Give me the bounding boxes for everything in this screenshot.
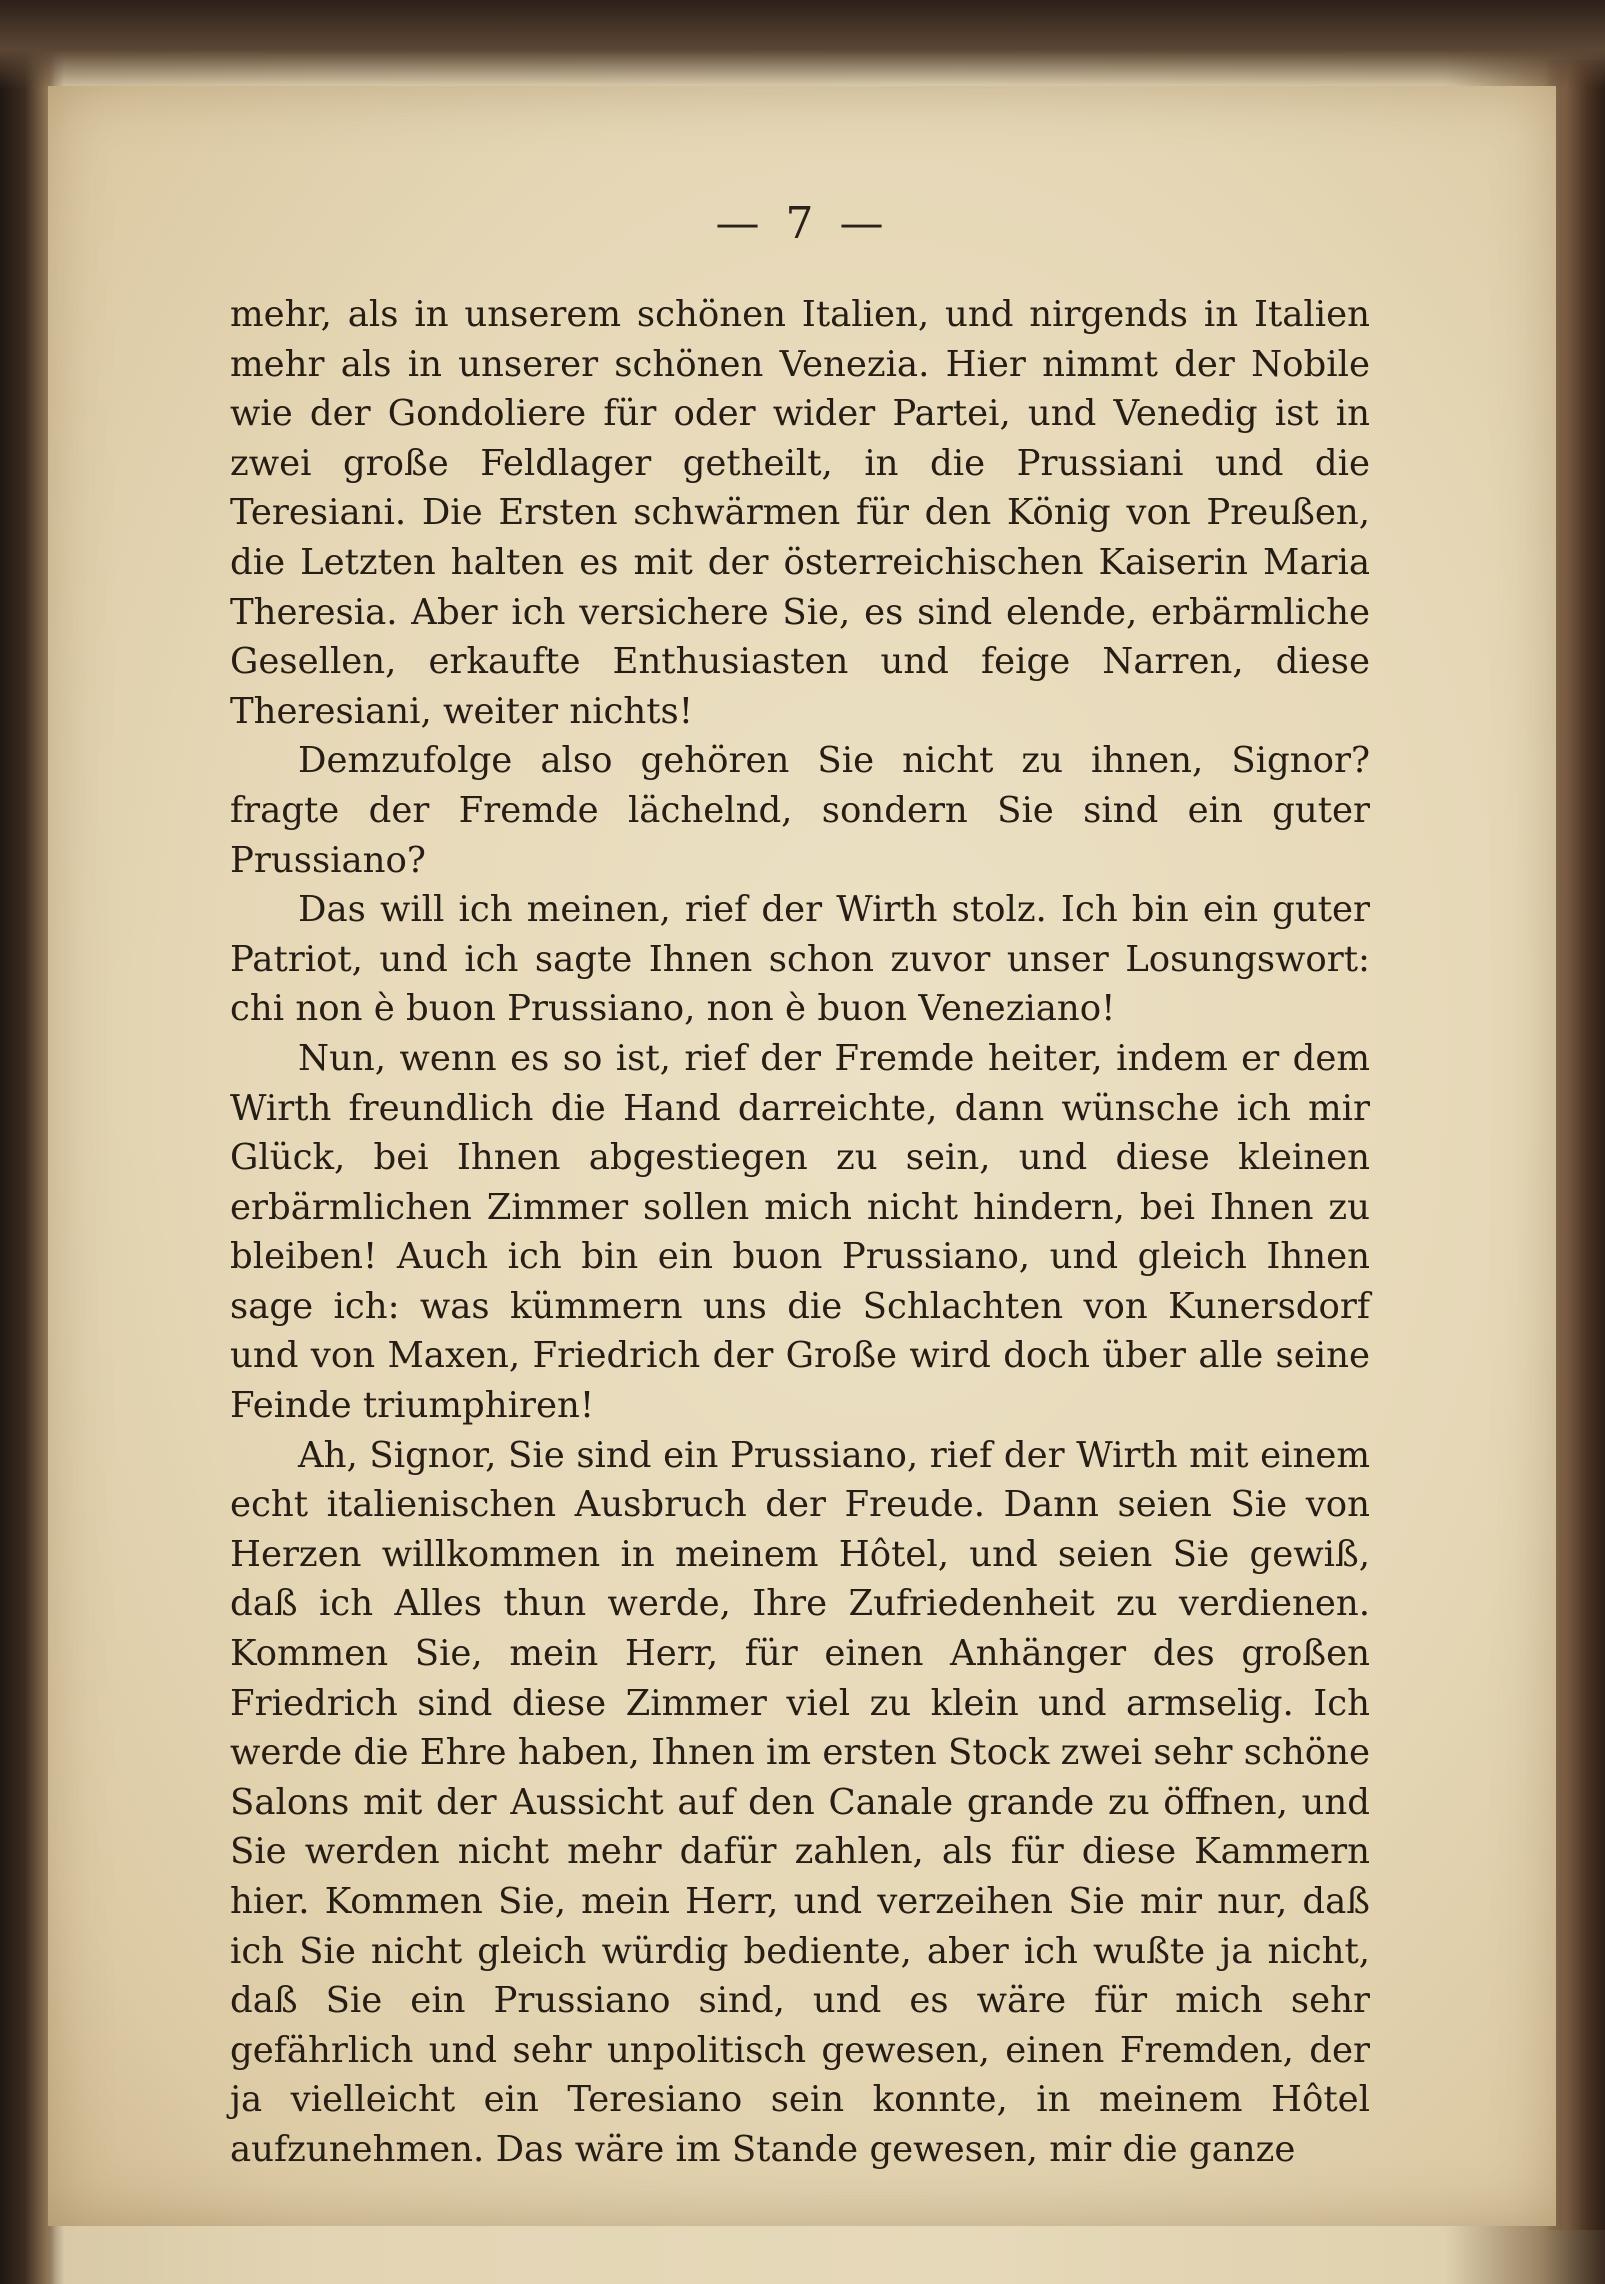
page-number: — 7 — xyxy=(715,198,890,249)
paragraph-3: Das will ich meinen, rief der Wirth stolz. Ich bin ein guter Patriot, und ich sagte Ihnen schon zuvor unser Losungswort: chi non è buon Prussiano, non è buon Veneziano! xyxy=(230,889,1370,1030)
paragraph-1: mehr, als in unserem schönen Italien, und nirgends in Italien mehr als in unserer schönen Venezia. Hier nimmt der Nobile wie der Gondoliere für oder wider Partei, und Venedig ist in zwei große Feldlager getheilt, in die Prussiani und die Teresiani. Die Ersten schwärmen für den König von Preußen, die Letzten halten es mit der österreichischen Kaiserin Maria Theresia. Aber ich versichere Sie, es sind elende, erbärmliche Gesellen, erkaufte Enthusiasten und feige Narren, diese Theresiani, weiter nichts! xyxy=(230,294,1370,732)
paragraph-5: Ah, Signor, Sie sind ein Prussiano, rief der Wirth mit einem echt italienischen Ausbruch der Freude. Dann seien Sie von Herzen willkommen in meinem Hôtel, und seien Sie gewiß, daß ich Alles thun werde, Ihre Zufriedenheit zu verdienen. Kommen Sie, mein Herr, für einen Anhänger des großen Friedrich sind diese Zimmer viel zu klein und armselig. Ich werde die Ehre haben, Ihnen im ersten Stock zwei sehr schöne Salons mit der Aussicht auf den Canale grande zu öffnen, und Sie werden nicht mehr dafür zahlen, als für diese Kammern hier. Kommen Sie, mein Herr, und verzeihen Sie mir nur, daß ich Sie nicht gleich würdig bediente, aber ich wußte ja nicht, daß Sie ein Prussiano sind, und es wäre für mich sehr gefährlich und sehr unpolitisch gewesen, einen Fremden, der ja vielleicht ein Teresiano sein konnte, in meinem Hôtel aufzunehmen. Das wäre im Stande gewesen, mir die ganze xyxy=(230,1434,1370,2170)
paragraph-2: Demzufolge also gehören Sie nicht zu ihnen, Signor? fragte der Fremde lächelnd, sondern Sie sind ein guter Prussiano? xyxy=(230,740,1370,881)
book-binding-left xyxy=(0,0,55,2284)
page-body-text xyxy=(230,290,1370,2175)
paragraph-4: Nun, wenn es so ist, rief der Fremde heiter, indem er dem Wirth freundlich die Hand darreichte, dann wünsche ich mir Glück, bei Ihnen abgestiegen zu sein, und diese kleinen erbärmlichen Zimmer sollen mich nicht hindern, bei Ihnen zu bleiben! Auch ich bin ein buon Prussiano, und gleich Ihnen sage ich: was kümmern uns die Schlachten von Kunersdorf und von Maxen, Friedrich der Große wird doch über alle seine Feinde triumphiren! xyxy=(230,1037,1370,1427)
book-cover-edge-top xyxy=(0,0,1605,90)
